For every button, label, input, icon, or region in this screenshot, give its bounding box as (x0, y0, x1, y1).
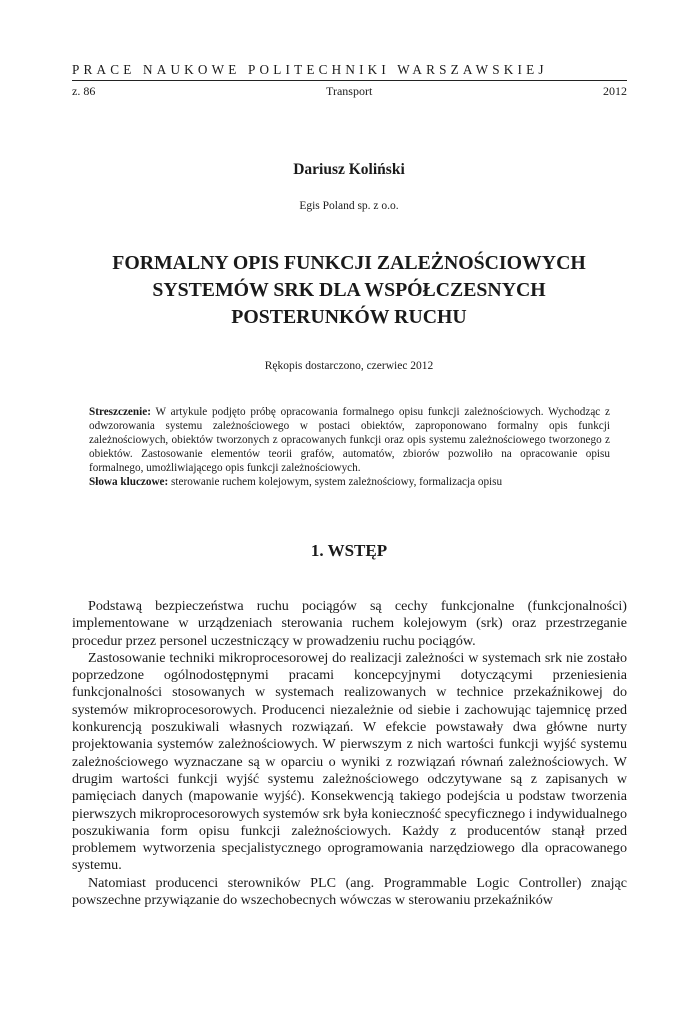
header-rule (72, 80, 627, 81)
paper-title (60, 250, 638, 331)
body-paragraph: Zastosowanie techniki mikroprocesorowej do realizacji zależności w systemach srk nie zostało poprzedzone ogólnodostępnymi pracami koncepcyjnymi dotyczącymi przeniesienia funkcjonalności stosowanych w systemach realizowanych w technice przekaźnikowej do systemów mikroprocesorowych. Producenci niezależnie od siebie i zachowując tajemnicę przed konkurencją poszukiwali własnych rozwiązań. W efekcie powstawały dwa główne nurty projektowania systemów zależnościowych. W pierwszym z nich wartości funkcji wyjść systemu zależnościowego wyznaczane są w oparciu o wyniki z rozwiązań równań zależnościowych. W drugim wartości funkcji wyjść systemu zależnościowego odczytywane są z zapisanych w pamięciach danych (mapowanie wyjść). Konsekwencją takiego podejścia u podstaw tworzenia pierwszych mikroprocesorowych systemów srk była konieczność specyficznego i indywidualnego poszukiwania form opisu funkcji zależnościowych. Każdy z producentów stanął przed problemem wytworzenia specjalistycznego oprogramowania narzędziowego dla opracowanego systemu. (72, 649, 627, 874)
abstract-label: Streszczenie: (89, 406, 151, 418)
body-paragraph: Natomiast producenci sterowników PLC (ang. Programmable Logic Controller) znając powszechne przywiązanie do wszechobecnych wówczas w sterowaniu przekaźników (72, 874, 627, 909)
body-paragraph: Podstawą bezpieczeństwa ruchu pociągów są cechy funkcjonalne (funkcjonalności) implementowane w urządzeniach sterowania ruchem kolejowym (srk) oraz przestrzeganie procedur przez personel uczestniczący w prowadzeniu ruchu pociągów. (72, 598, 627, 649)
abstract-text: W artykule podjęto próbę opracowania formalnego opisu funkcji zależnościowych. Wychodząc z odwzorowania systemu zależnościowego w postaci obiektów, zaproponowano formalny opis funkcji zależnościowych, obiektów tworzonych z opracowanych funkcji oraz opis systemu zależnościowego tworzonego z obiektów. Zastosowanie elementów teorii grafów, automatów, zbiorów pozwoliło na opracowanie opisu formalnego, umożliwiającego opis funkcji zależnościowych. (89, 406, 610, 474)
issue-line (72, 84, 627, 99)
journal-series-title: PRACE NAUKOWE POLITECHNIKI WARSZAWSKIEJ (72, 62, 548, 77)
author-name: Dariusz Koliński (293, 161, 405, 178)
body-text (72, 598, 627, 909)
issue-number: z. 86 (72, 84, 96, 98)
title-line: SYSTEMÓW SRK DLA WSPÓŁCZESNYCH (152, 279, 546, 301)
title-line: POSTERUNKÓW RUCHU (231, 306, 467, 328)
author-affiliation: Egis Poland sp. z o.o. (299, 200, 399, 212)
keywords-label: Słowa kluczowe: (89, 476, 169, 488)
keywords-text: sterowanie ruchem kolejowym, system zależnościowy, formalizacja opisu (168, 476, 503, 488)
keywords-paragraph (89, 475, 610, 489)
received-date: Rękopis dostarczono, czerwiec 2012 (264, 360, 434, 372)
journal-subject: Transport (326, 84, 373, 98)
abstract-paragraph (89, 405, 610, 475)
publication-year: 2012 (603, 84, 627, 98)
abstract (89, 405, 610, 489)
title-line: FORMALNY OPIS FUNKCJI ZALEŻNOŚCIOWYCH (112, 252, 586, 274)
section-heading: 1. WSTĘP (310, 541, 388, 560)
